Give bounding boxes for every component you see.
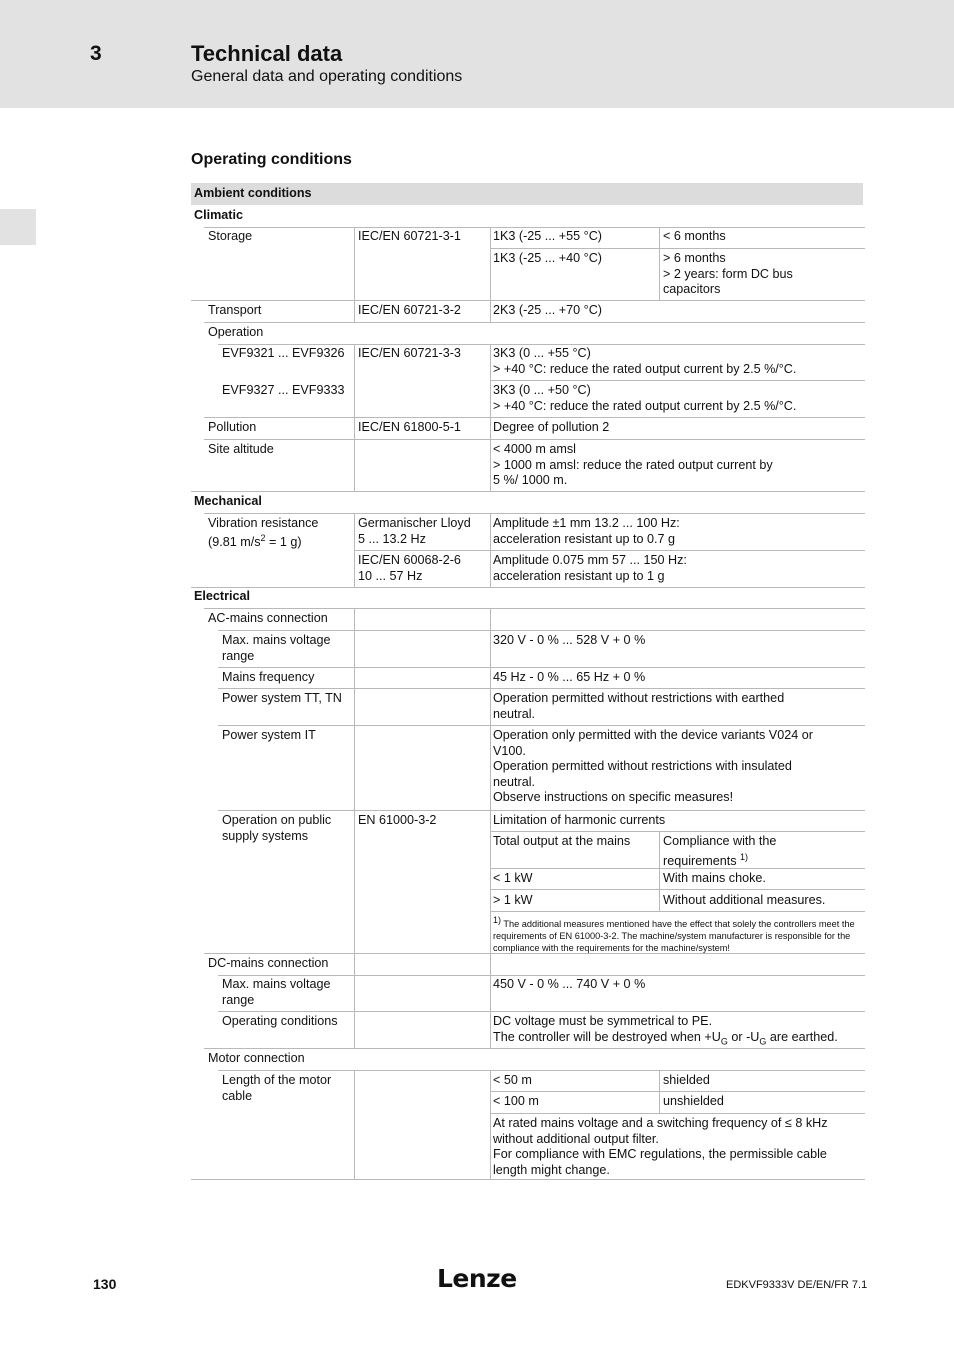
power-lt-1kw: < 1 kW [493,871,533,885]
pollution-value: Degree of pollution 2 [493,420,610,434]
rule [490,911,865,912]
col-rule [354,227,355,301]
it-value: Operation only permitted with the device variants V024 or V100. Operation permitted without restrictions with insulated neutral. Observe instructions on specific measures! [493,728,813,804]
row-label-operation: Operation [208,325,264,339]
col-rule [490,344,491,492]
col-rule [354,513,355,588]
rule [204,322,865,323]
dc-operating-line-1: DC voltage must be symmetrical to PE. [493,1014,713,1028]
vibration-standard-2: IEC/EN 60068-2-6 10 ... 57 Hz [358,553,461,583]
mains-frequency-value: 45 Hz - 0 % ... 65 Hz + 0 % [493,670,646,684]
row-label-tt-tn: Power system TT, TN [222,691,342,705]
rule [490,248,865,249]
row-label-evf9321: EVF9321 ... EVF9326 [222,346,345,360]
col-rule [490,608,491,954]
page-number: 130 [93,1276,117,1292]
rule [191,587,865,588]
col-rule [354,953,355,1049]
row-label-evf9327: EVF9327 ... EVF9333 [222,383,345,397]
rule [218,975,865,976]
rule [490,1091,865,1092]
transport-standard: IEC/EN 60721-3-2 [358,303,461,317]
storage-standard: IEC/EN 60721-3-1 [358,229,461,243]
row-label-it: Power system IT [222,728,316,742]
group-electrical: Electrical [194,589,251,603]
section-title: Operating conditions [191,151,352,168]
rule [191,300,865,301]
vibration-value-2: Amplitude 0.075 mm 57 ... 150 Hz: acceleration resistant up to 1 g [493,553,687,583]
cable-50m-value: shielded [663,1073,710,1087]
dc-operating-line-2: The controller will be destroyed when $+U_G$ or $-U_G$ are earthed. [493,1030,838,1047]
col-rule [490,300,491,322]
rule [218,1011,865,1012]
pollution-standard: IEC/EN 61800-5-1 [358,420,461,434]
rule [204,439,865,440]
row-label-mains-frequency: Mains frequency [222,670,315,684]
storage-value-1: 1K3 (-25 ... +55 °C) [493,229,602,243]
col-rule [490,513,491,588]
footnote: $^{1)}$ The additional measures mentioned have the effect that solely the controllers meet the requirements of EN 61000-3-2. The machine/system manufacturer is responsible for the compliance with the requirements for the machine/system! [493,915,855,954]
rule [218,725,865,726]
tt-tn-value: Operation permitted without restrictions with earthed neutral. [493,691,785,721]
row-label-dc-mains: DC-mains connection [208,956,329,970]
vibration-value-1: Amplitude ±1 mm 13.2 ... 100 Hz: acceleration resistant up to 0.7 g [493,516,680,546]
rule [354,550,865,551]
vibration-unit: (9.81 $m/s^2 = 1$ g) [208,533,302,550]
row-label-dc-max-voltage: Max. mains voltage range [222,977,331,1007]
col-rule [659,1070,660,1114]
transport-value: 2K3 (-25 ... +70 °C) [493,303,602,317]
power-lt-1kw-value: With mains choke. [663,871,766,885]
vibration-standard-1: Germanischer Lloyd 5 ... 13.2 Hz [358,516,471,546]
row-label-motor-cable: Length of the motor cable [222,1073,332,1103]
cable-100m: < 100 m [493,1094,539,1108]
col-rule [659,227,660,301]
col-rule [354,344,355,492]
rule [218,667,865,668]
cable-note: At rated mains voltage and a switching frequency of ≤ 8 kHz without additional output filter. For compliance with EMC regulations, the permissible cable length might change. [493,1116,828,1177]
col-rule [354,300,355,322]
storage-duration-2: > 6 months > 2 years: form DC bus capacitors [663,251,793,296]
rule [204,608,865,609]
col-rule [490,227,491,301]
evf9327-value: 3K3 (0 ... +50 °C) > +40 °C: reduce the rated output current by 2.5 %/°C. [493,383,797,413]
row-label-pollution: Pollution [208,420,257,434]
chapter-subtitle: General data and operating conditions [191,68,463,85]
rule [191,491,865,492]
col-rule [490,1070,491,1180]
group-climatic: Climatic [194,208,243,222]
site-altitude-value: < 4000 m amsl > 1000 m amsl: reduce the rated output current by 5 %/ 1000 m. [493,442,773,487]
col-rule [659,831,660,912]
row-label-motor-connection: Motor connection [208,1051,305,1065]
row-label-storage: Storage [208,229,253,243]
rule [204,953,865,954]
evf9321-standard: IEC/EN 60721-3-3 [358,346,461,360]
col-rule [354,1070,355,1180]
rule [490,831,865,832]
col-rule [490,953,491,1049]
rule [204,227,865,228]
col-rule [354,608,355,954]
row-label-dc-operating: Operating conditions [222,1014,338,1028]
power-gt-1kw-value: Without additional measures. [663,893,826,907]
row-label-transport: Transport [208,303,262,317]
lenze-logo: Lenze [437,1264,517,1293]
rule [191,1179,865,1180]
rule [218,630,865,631]
ac-max-voltage-value: 320 V - 0 % ... 528 V + 0 % [493,633,646,647]
chapter-title: Technical data [191,41,343,66]
row-label-public-supply: Operation on public supply systems [222,813,332,843]
rule [218,344,865,345]
rule [204,1048,865,1049]
rule [490,889,865,890]
rule [218,810,865,811]
public-supply-standard: EN 61000-3-2 [358,813,437,827]
rule [204,417,865,418]
group-mechanical: Mechanical [194,494,262,508]
rule [218,688,865,689]
rule [490,868,865,869]
row-label-site-altitude: Site altitude [208,442,274,456]
row-label-vibration: Vibration resistance [208,516,319,530]
rule [490,1113,865,1114]
row-label-ac-max-voltage: Max. mains voltage range [222,633,331,663]
cable-100m-value: unshielded [663,1094,724,1108]
rule [204,513,865,514]
harmonic-limit: Limitation of harmonic currents [493,813,666,827]
storage-value-2: 1K3 (-25 ... +40 °C) [493,251,602,265]
table-header: Ambient conditions [194,186,312,200]
row-label-ac-mains: AC-mains connection [208,611,328,625]
rule [218,1070,865,1071]
evf9321-value: 3K3 (0 ... +55 °C) > +40 °C: reduce the rated output current by 2.5 %/°C. [493,346,797,376]
chapter-number: 3 [90,42,102,65]
rule [490,380,865,381]
compliance-header: Compliance with the requirements $^{1)}$ [663,834,777,868]
storage-duration-1: < 6 months [663,229,726,243]
dc-max-voltage-value: 450 V - 0 % ... 740 V + 0 % [493,977,646,991]
cable-50m: < 50 m [493,1073,532,1087]
power-gt-1kw: > 1 kW [493,893,533,907]
total-output-header: Total output at the mains [493,834,631,848]
document-code: EDKVF9333V DE/EN/FR 7.1 [726,1279,868,1291]
